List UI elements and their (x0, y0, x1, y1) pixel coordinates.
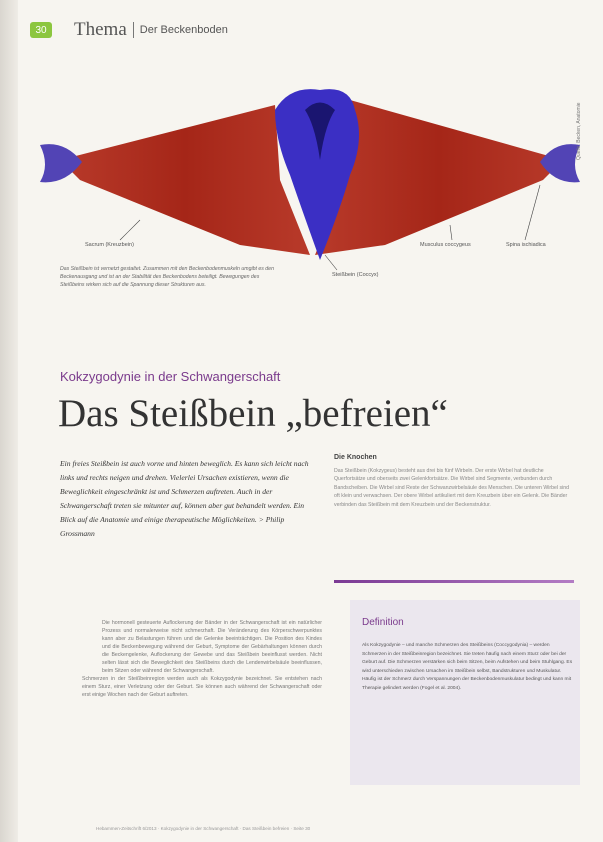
label-coccyx: Steißbein (Coccyx) (332, 272, 379, 278)
author: > Philip Grossmann (60, 515, 285, 538)
article-title: Das Steißbein „befreien“ (58, 392, 448, 435)
left-muscle (60, 105, 310, 255)
label-line-sacrum (120, 220, 140, 240)
header-separator (133, 22, 134, 38)
article-kicker: Kokzygodynie in der Schwangerschaft (60, 369, 281, 384)
definition-title: Definition (362, 617, 404, 628)
section-title: Thema (74, 19, 127, 40)
article-lead (60, 457, 315, 541)
page-edge (0, 0, 18, 842)
label-sacrum: Sacrum (Kreuzbein) (85, 242, 134, 248)
page-header (30, 18, 228, 42)
section-head-bones: Die Knochen (334, 454, 377, 461)
lead-text: Ein freies Steißbein ist auch vorne und hinten beweglich. Es kann sich leicht nach links und rechts neigen und drehen. Vielerlei Ursachen existieren, wenn die Beweglichkeit eingeschränkt ist und Schmerzen auftreten. Auch in der Schwangerschaft treten sie mitunter auf, können aber gut behandelt werden. Ein Blick auf die Anatomie und einige therapeutische Möglichkeiten. (60, 459, 309, 524)
right-column-text: Das Steißbein (Kokzygeus) besteht aus drei bis fünf Wirbeln. Der erste Wirbel hat deutliche Querfortsätze und oberseits zwei Gelenkfortsätze. Die Wirbel sind Segmente, verbunden durch Bandscheiben. Die Wirbel sind Reste der Schwanzwirbelsäule des Menschen. Die unteren Wirbel sind oft klein und verwachsen. Der obere Wirbel artikuliert mit dem Kreuzbein über ein Gelenk. Die Bänder verbinden das Steißbein mit dem Kreuzbein und der Beckenstruktur. (334, 468, 569, 508)
page-footer: Hebammen-Zeitschrift 6/2013 · Kokzygodynie in der Schwangerschaft · Das Steißbein befreien · Seite 30 (96, 826, 311, 831)
left-ischial-spine (40, 144, 82, 182)
label-ischial: Spina ischiadica (506, 242, 546, 248)
section-divider (334, 580, 574, 583)
body-paragraph-2: Schmerzen in der Steißbeinregion werden auch als Kokzygodynie bezeichnet. Sie entstehen nach einem Sturz, einer Verletzung oder der Geburt. Sie können auch während der Schwangerschaft oder erst einige Wochen nach der Geburt auftreten. (82, 675, 322, 698)
subsection-title: Der Beckenboden (139, 24, 228, 36)
anatomy-illustration (20, 70, 603, 290)
page-number: 30 (30, 22, 52, 38)
label-line-coccyx (325, 255, 337, 270)
body-paragraph-1: Die hormonell gesteuerte Auflockerung der Bänder in der Schwangerschaft ist ein natürlicher Prozess und normalerweise nicht schmerzhaft. Die Veränderung des Körperschwerpunktes kann aber zu Belastungen führen und die Gelenke beeinträchtigen. Die Position des Kindes und die Beckenbewegung während der Geburt, Symptome der Gebärhaltungen können durch die Beckengelenke, Auflockerung der Gewebe und das Steißbein beeinflusst werden. Nicht selten lässt sich die Beweglichkeit des Steißbeins durch die Lendenwirbelsäule beeinflussen, beim Sitzen oder während der Schwangerschaft. (102, 620, 322, 674)
body-text (82, 620, 322, 700)
image-credit: Quelle: Becken, Anatomie (576, 102, 582, 160)
definition-text: Als Kokzygodynie – und manche Schmerzen des Steißbeins (Coccygodynia) – werden Schmerzen in der Steißbeinregion bezeichnet. Sie treten häufig nach einem Sturz oder bei der Geburt auf. Die Schmerzen verstärken sich beim Sitzen, beim Aufstehen und beim Stuhlgang. Es wird unterschieden zwischen Ursachen im Steißbein selbst, Bandstrukturen und Muskulatur. Häufig ist der Schmerz durch Verspannungen der Beckenbodenmuskulatur bedingt und kann mit Therapie gelindert werden (Fogel et al. 2004). (362, 643, 573, 691)
label-coccyx-muscle: Musculus coccygeus (420, 242, 471, 248)
figure-legend: Das Steißbein ist vernetzt gestaltet. Zusammen mit den Beckenbodenmuskeln umgibt es den Beckenausgang und ist an der Stabilität des Beckenbodens beteiligt. Bewegungen des Steißbeins wirken sich auf die Spannung dieser Strukturen aus. (60, 266, 274, 288)
label-line-muscle (450, 225, 452, 240)
label-line-ischial (525, 185, 540, 240)
